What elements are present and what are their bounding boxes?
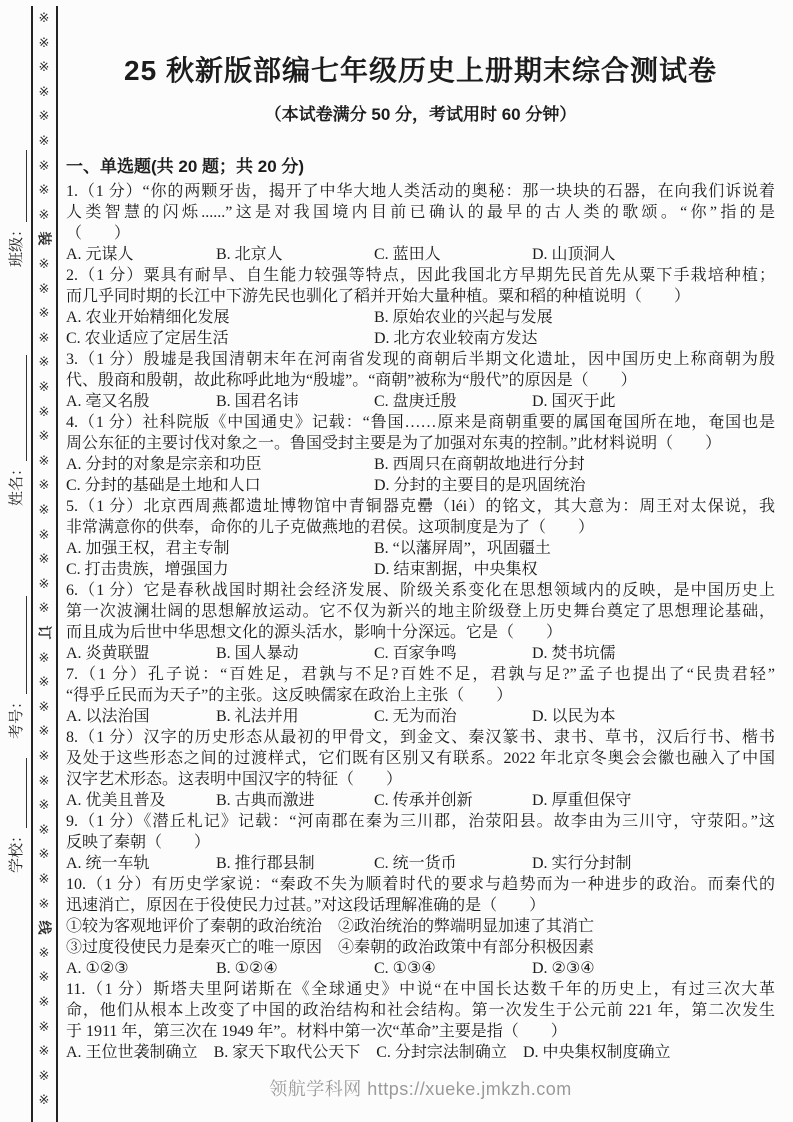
question-list — [66, 181, 775, 1063]
question-stem-line: 汉字艺术形态。这表明中国汉字的特征（ ） — [66, 771, 403, 788]
options-row — [66, 244, 775, 265]
binding-symbol: ※ — [38, 797, 50, 813]
question-block — [66, 181, 775, 265]
question-block — [66, 412, 775, 496]
binding-symbol: ※ — [38, 59, 50, 75]
option: D. 分封的主要目的是巩固统治 — [374, 477, 586, 494]
option: D. 国灭于此 — [532, 393, 616, 410]
options-row — [66, 790, 775, 811]
question-stem-line: 非常满意你的供奉，命你的儿子克做燕地的君侯。这项制度是为了（ ） — [66, 519, 595, 536]
binding-symbol: ※ — [38, 895, 50, 911]
option: C. 统一货币 — [374, 855, 457, 872]
binding-line-right — [56, 6, 58, 1122]
section-heading: 一、单选题(共 20 题；共 20 分) — [66, 157, 305, 176]
question-block — [66, 874, 775, 979]
option: A. 亳又名殷 — [66, 393, 150, 410]
option: D. 北方农业较南方发达 — [374, 330, 538, 347]
options-row — [66, 391, 775, 412]
option: A. 统一车轨 — [66, 855, 150, 872]
question-stem-line: （ ） — [66, 225, 131, 242]
binding-symbol: ※ — [38, 575, 50, 591]
margin-label-text: 学校： — [9, 827, 25, 873]
option: C. 百家争鸣 — [374, 645, 457, 662]
question-stem-line: 5.（1 分）北京西周燕都遗址博物馆中青铜器克罍（léi）的铭文，其大意为：周王对太保说，我 — [66, 498, 775, 515]
binding-word: 装 — [36, 231, 53, 246]
option: B. ①②④ — [216, 960, 278, 977]
binding-symbol: ※ — [38, 502, 50, 517]
options-row — [66, 958, 775, 979]
option: D. 结束割据，中央集权 — [374, 561, 538, 578]
option: A. 炎黄联盟 — [66, 645, 150, 662]
question-block — [66, 496, 775, 580]
option: B. 推行郡县制 — [216, 855, 315, 872]
option: B. 礼法并用 — [216, 708, 299, 725]
question-block — [66, 664, 775, 727]
blank-underline — [11, 150, 27, 222]
option: C. 分封的基础是土地和人口 — [66, 477, 261, 494]
option: C. 盘庚迁殷 — [374, 393, 457, 410]
question-stem-line: 人类智慧的闪烁......”这是对我国境内目前已确认的最早的古人类的歌颂。“你”指的是 — [66, 204, 775, 221]
question-stem-line: 反映了秦朝（ ） — [66, 834, 211, 851]
binding-symbol: ※ — [38, 846, 50, 862]
binding-symbol: ※ — [38, 994, 50, 1009]
binding-symbol: ※ — [38, 723, 50, 739]
question-block — [66, 580, 775, 664]
binding-symbol: ※ — [38, 772, 50, 788]
option: A. 分封的对象是宗亲和功臣 — [66, 456, 262, 473]
binding-symbol: ※ — [38, 403, 50, 419]
question-stem-line: 代、殷商和殷朝，故此称呼此地为“殷墟”。“商朝”被称为“殷代”的原因是（ ） — [66, 372, 637, 389]
binding-symbol: ※ — [38, 1018, 50, 1034]
option: C. 传承并创新 — [374, 792, 473, 809]
paper-content — [66, 0, 775, 1101]
option: A. 加强王权，君主专制 — [66, 540, 230, 557]
binding-symbol: ※ — [38, 108, 50, 124]
option: C. ①③④ — [374, 960, 436, 977]
option: D. ②③④ — [532, 960, 595, 977]
question-stem-line: 11.（1 分）斯塔夫里阿诺斯在《全球通史》中说“在中国长达数千年的历史上，有过三次大革 — [66, 981, 775, 998]
margin-label-text: 班级： — [9, 221, 25, 267]
options-row — [66, 853, 775, 874]
options-row — [66, 454, 775, 496]
binding-symbol: ※ — [38, 944, 50, 960]
binding-symbol: ※ — [38, 329, 50, 345]
question-block — [66, 811, 775, 874]
option: D. 山顶洞人 — [532, 246, 616, 263]
options-row — [66, 538, 775, 580]
option: B. 国君名讳 — [216, 393, 299, 410]
option: D. 厚重但保守 — [532, 792, 632, 809]
question-stem-line: 10.（1 分）有历史学家说：“秦政不失为顺着时代的要求与趋势而为一种进步的政治。而秦代的 — [66, 876, 775, 893]
binding-symbol: ※ — [38, 206, 50, 222]
options-row — [66, 307, 775, 349]
question-stem-line: 第一次波澜壮阔的思想解放运动。它不仅为新兴的地主阶级登上历史舞台奠定了思想理论基础， — [66, 603, 775, 620]
exam-title: 25 秋新版部编七年级历史上册期末综合测试卷 — [124, 55, 717, 86]
options-row — [66, 1042, 775, 1063]
binding-symbol: ※ — [38, 1092, 50, 1108]
options-row — [66, 643, 775, 664]
binding-symbol: ※ — [38, 379, 50, 394]
binding-symbol: ※ — [38, 182, 50, 198]
binding-symbol: ※ — [38, 157, 50, 173]
option: C. 分封宗法制确立 — [376, 1044, 507, 1061]
option: D. 焚书坑儒 — [532, 645, 616, 662]
option: D. 实行分封制 — [532, 855, 632, 872]
binding-line-left — [31, 6, 33, 1122]
question-stem-line: 命，他们从根本上改变了中国的政治结构和社会结构。第一次发生于公元前 221 年，第二次发生 — [66, 1002, 775, 1019]
option: D. 以民为本 — [532, 708, 616, 725]
question-stem-line: 9.（1 分）《潜丘札记》记载：“河南郡在秦为三川郡，治荥阳县。故李由为三川守，守荥阳。”这 — [66, 813, 775, 830]
question-stem-line: 及处于这些形态之间的过渡样式，它们既有区别又有联系。2022 年北京冬奥会会徽也融入了中国 — [66, 750, 775, 767]
option: A. 以法治国 — [66, 708, 150, 725]
option: B. 家天下取代公天下 — [213, 1044, 361, 1061]
exam-subtitle: （本试卷满分 50 分，考试用时 60 分钟） — [264, 105, 577, 124]
margin-label — [7, 751, 27, 873]
binding-symbol: ※ — [38, 698, 50, 714]
option: C. 农业适应了定居生活 — [66, 330, 229, 347]
question-stem-line: 3.（1 分）殷墟是我国清朝末年在河南省发现的商朝后半期文化遗址，因中国历史上称商朝为殷 — [66, 351, 775, 368]
binding-symbol: ※ — [38, 256, 50, 271]
binding-symbol: ※ — [38, 452, 50, 468]
option: A. ①②③ — [66, 960, 129, 977]
binding-word: 线 — [36, 920, 53, 935]
question-stem-line: ①较为客观地评价了秦朝的政治统治 ②政治统治的弊端明显加速了其消亡 — [66, 918, 595, 935]
margin-label-text: 姓名： — [9, 460, 25, 506]
margin-label — [7, 143, 27, 267]
question-block — [66, 727, 775, 811]
blank-underline — [11, 596, 27, 694]
binding-symbol: ※ — [38, 821, 50, 837]
question-stem-line: 而几乎同时期的长江中下游先民也驯化了稻并开始大量种植。粟和稻的种植说明（ ） — [66, 288, 691, 305]
binding-symbol: ※ — [38, 428, 50, 444]
question-stem-line: 1.（1 分）“你的两颗牙齿，揭开了中华大地人类活动的奥秘：那一块块的石器，在向我们诉说着 — [66, 183, 775, 200]
option: A. 优美且普及 — [66, 792, 166, 809]
binding-symbol: ※ — [38, 133, 50, 148]
question-block — [66, 979, 775, 1063]
binding-symbol: ※ — [38, 551, 50, 567]
option: A. 元谋人 — [66, 246, 134, 263]
options-row — [66, 706, 775, 727]
option: A. 王位世袭制确立 — [66, 1044, 198, 1061]
option: C. 蓝田人 — [374, 246, 441, 263]
option: B. 原始农业的兴起与发展 — [374, 309, 553, 326]
binding-symbol: ※ — [38, 674, 50, 690]
option: C. 打击贵族，增强国力 — [66, 561, 229, 578]
option: D. 中央集权制度确立 — [522, 1044, 671, 1061]
option: B. 古典而激进 — [216, 792, 315, 809]
question-stem-line: 6.（1 分）它是春秋战国时期社会经济发展、阶级关系变化在思想领域内的反映，是中国历史上 — [66, 582, 775, 599]
binding-symbol: ※ — [38, 649, 50, 665]
question-stem-line: 而且成为后世中华思想文化的源头活水，影响十分深远。它是（ ） — [66, 624, 563, 641]
option: B. 北京人 — [216, 246, 283, 263]
option: B. 国人暴动 — [216, 645, 299, 662]
blank-underline — [11, 758, 27, 828]
margin-label-text: 考号： — [9, 693, 25, 739]
question-stem-line: 2.（1 分）粟具有耐旱、自生能力较强等特点，因此我国北方早期先民首先从粟下手栽培种植； — [66, 267, 775, 284]
question-stem-line: 7.（1 分）孔子说：“百姓足，君孰与不足?百姓不足，君孰与足?”孟子也提出了“民贵君轻” — [66, 666, 775, 683]
binding-symbol: ※ — [38, 83, 50, 99]
binding-symbol: ※ — [38, 1067, 50, 1083]
option: A. 农业开始精细化发展 — [66, 309, 230, 326]
binding-symbol: ※ — [38, 354, 50, 370]
binding-word: 订 — [36, 625, 53, 640]
option: B. 西周只在商朝故地进行分封 — [374, 456, 585, 473]
blank-underline — [11, 355, 27, 461]
binding-symbol: ※ — [38, 34, 50, 50]
binding-symbol: ※ — [38, 477, 50, 493]
margin-label — [7, 589, 27, 739]
option: C. 无为而治 — [374, 708, 457, 725]
option: B. “以藩屏周”，巩固疆土 — [374, 540, 551, 557]
binding-symbol: ※ — [38, 1043, 50, 1059]
binding-symbol: ※ — [38, 526, 50, 542]
binding-symbol: ※ — [38, 748, 50, 763]
footer-watermark: 领航学科网 https://xueke.jmkzh.com — [269, 1079, 572, 1099]
question-stem-line: 周公东征的主要讨伐对象之一。鲁国受封主要是为了加强对东夷的控制。”此材料说明（ ） — [66, 435, 722, 452]
binding-symbol: ※ — [38, 10, 50, 25]
question-stem-line: 于 1911 年，第三次在 1949 年”。材料中第一次“革命”主要是指（ ） — [66, 1023, 567, 1040]
binding-symbol: ※ — [38, 969, 50, 985]
question-block — [66, 265, 775, 349]
question-block — [66, 349, 775, 412]
binding-symbol: ※ — [38, 600, 50, 616]
question-stem-line: 迅速消亡，原因在于役使民力过甚。”对这段话理解准确的是（ ） — [66, 897, 546, 914]
question-stem-line: ③过度役使民力是秦灭亡的唯一原因 ④秦朝的政治政策中有部分积极因素 — [66, 939, 595, 956]
margin-label — [7, 348, 27, 506]
question-stem-line: “得乎丘民而为天子”的主张。这反映儒家在政治上主张（ ） — [66, 687, 513, 704]
question-stem-line: 4.（1 分）社科院版《中国通史》记载：“鲁国……原来是商朝重要的属国奄国所在地，奄国也是 — [66, 414, 775, 431]
binding-symbol: ※ — [38, 305, 50, 321]
binding-symbol: ※ — [38, 280, 50, 296]
question-stem-line: 8.（1 分）汉字的历史形态从最初的甲骨文，到金文、秦汉篆书、隶书、草书，汉后行书、楷书 — [66, 729, 775, 746]
binding-symbol: ※ — [38, 871, 50, 886]
